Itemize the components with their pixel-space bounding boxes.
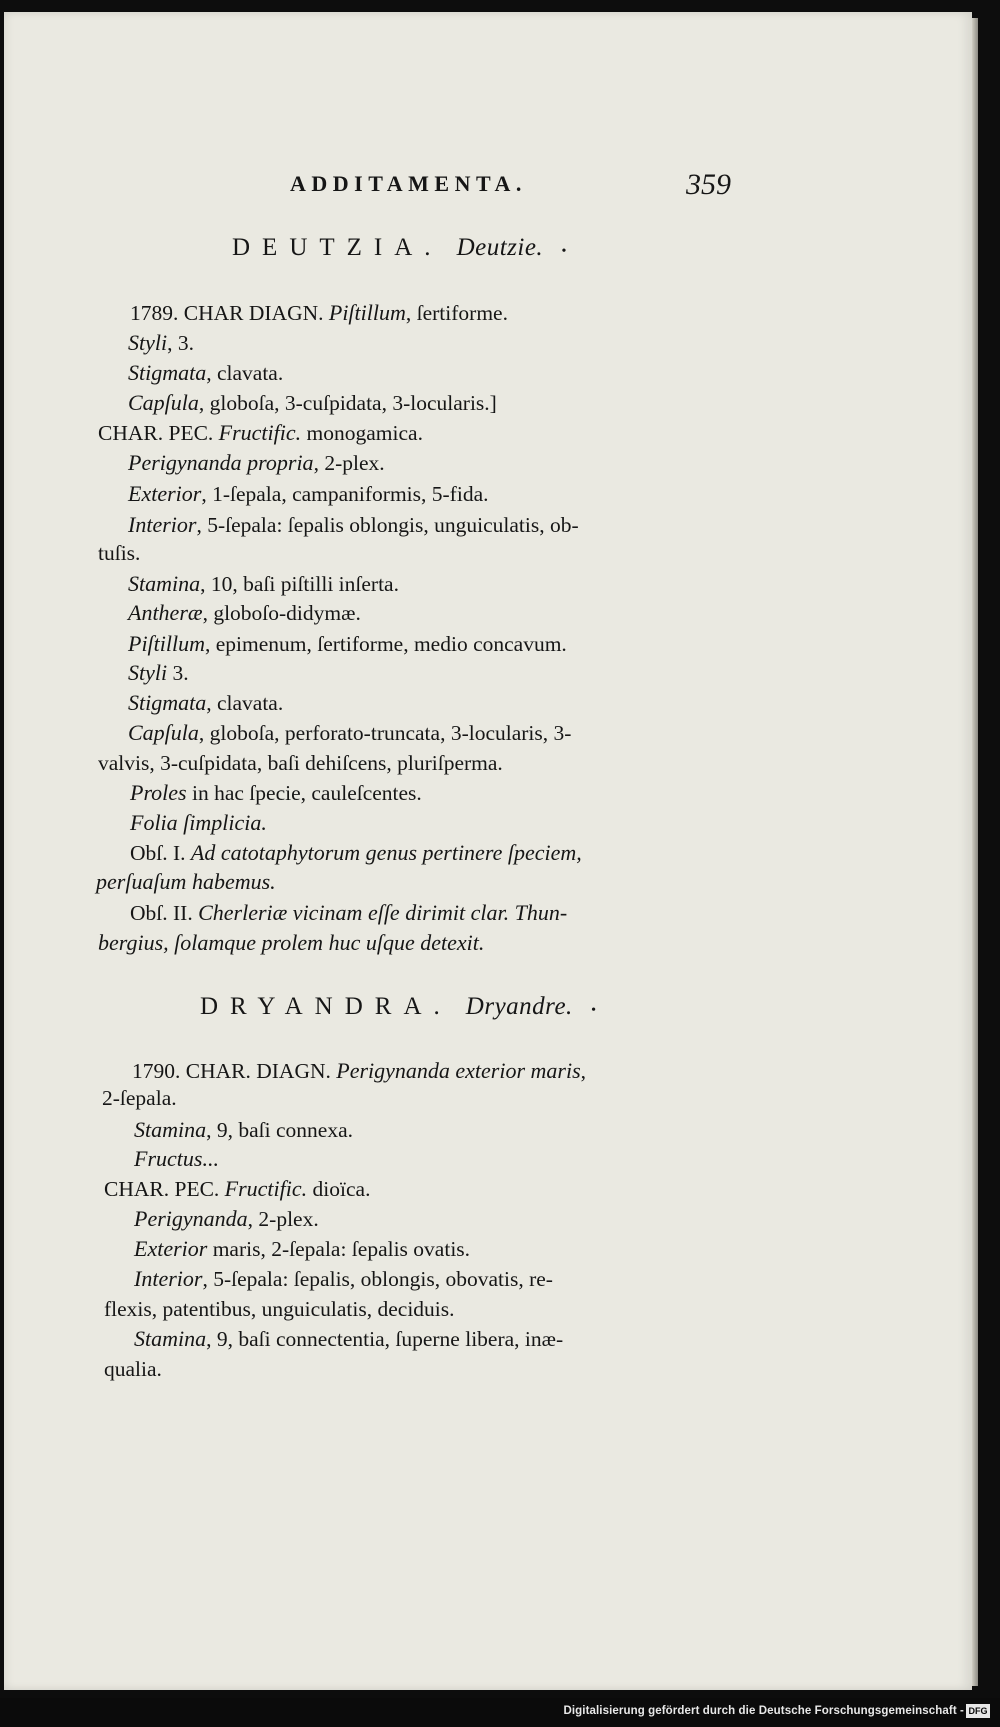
section-heading-mark: • <box>591 1003 596 1018</box>
text-line: Styli, 3. <box>128 330 194 355</box>
section-heading-deutzia <box>232 234 566 262</box>
section-heading-mark: • <box>561 244 567 259</box>
section-heading-roman: DEUTZIA. <box>232 234 443 261</box>
page-number: 359 <box>686 168 731 201</box>
text-line: valvis, 3-cuſpidata, baſi dehiſcens, pluriſperma. <box>98 751 503 775</box>
text-line: Obſ. I. Ad catotaphytorum genus pertinere ſpeciem, <box>130 840 582 865</box>
text-line: Perigynanda propria, 2-plex. <box>128 450 385 475</box>
text-line: Proles in hac ſpecie, cauleſcentes. <box>130 780 422 805</box>
text-line: 2-ſepala. <box>102 1086 177 1110</box>
text-line: CHAR. PEC. Fructific. dioïca. <box>104 1176 371 1201</box>
text-line: Interior, 5-ſepala: ſepalis oblongis, unguiculatis, ob- <box>128 512 579 537</box>
text-line: Stigmata, clavata. <box>128 360 284 385</box>
text-line: Exterior, 1-ſepala, campaniformis, 5-fida. <box>128 481 489 506</box>
section-heading-italic: Deutzie. <box>456 234 544 261</box>
dfg-logo: DFG <box>966 1704 990 1718</box>
page-edge <box>972 18 978 1686</box>
text-line: qualia. <box>104 1357 162 1381</box>
text-line: Capſula, globoſa, perforato-truncata, 3-locularis, 3- <box>128 720 572 745</box>
text-line: 1789. CHAR DIAGN. Piſtillum, ſertiforme. <box>130 300 508 325</box>
text-line: CHAR. PEC. Fructific. monogamica. <box>98 420 423 445</box>
text-line: Stigmata, clavata. <box>128 690 284 715</box>
text-line: 1790. CHAR. DIAGN. Perigynanda exterior maris, <box>132 1058 587 1083</box>
text-line: Obſ. II. Cherleriæ vicinam eſſe dirimit clar. Thun- <box>130 900 568 925</box>
funding-note: Digitalisierung gefördert durch die Deutsche Forschungsgemeinschaft - <box>563 1705 964 1717</box>
section-heading-roman: DRYANDRA. <box>200 993 452 1020</box>
text-line: Interior, 5-ſepala: ſepalis, oblongis, obovatis, re- <box>134 1266 553 1291</box>
text-line: flexis, patentibus, unguiculatis, deciduis. <box>104 1297 455 1321</box>
text-line: Piſtillum, epimenum, ſertiforme, medio concavum. <box>128 631 567 656</box>
text-line: Capſula, globoſa, 3-cuſpidata, 3-locularis.] <box>128 390 497 415</box>
text-line: Stamina, 9, baſi connexa. <box>134 1117 353 1142</box>
text-line: Antheræ, globoſo-didymæ. <box>128 600 361 625</box>
text-line: tuſis. <box>98 541 141 565</box>
text-line: Exterior maris, 2-ſepala: ſepalis ovatis. <box>134 1236 471 1261</box>
text-line: Perigynanda, 2-plex. <box>134 1206 319 1231</box>
text-line: bergius, ſolamque prolem huc uſque detexit. <box>98 930 485 955</box>
text-line: Fructus... <box>134 1146 219 1171</box>
text-line: perſuaſum habemus. <box>96 869 276 894</box>
running-head: ADDITAMENTA. <box>290 171 527 196</box>
text-line: Folia ſimplicia. <box>130 810 267 835</box>
text-line: Styli 3. <box>128 660 189 685</box>
text-line: Stamina, 9, baſi connectentia, ſuperne libera, inæ- <box>134 1326 564 1351</box>
section-heading-dryandra <box>200 993 596 1021</box>
section-heading-italic: Dryandre. <box>465 993 573 1020</box>
text-line: Stamina, 10, baſi piſtilli inſerta. <box>128 571 399 596</box>
